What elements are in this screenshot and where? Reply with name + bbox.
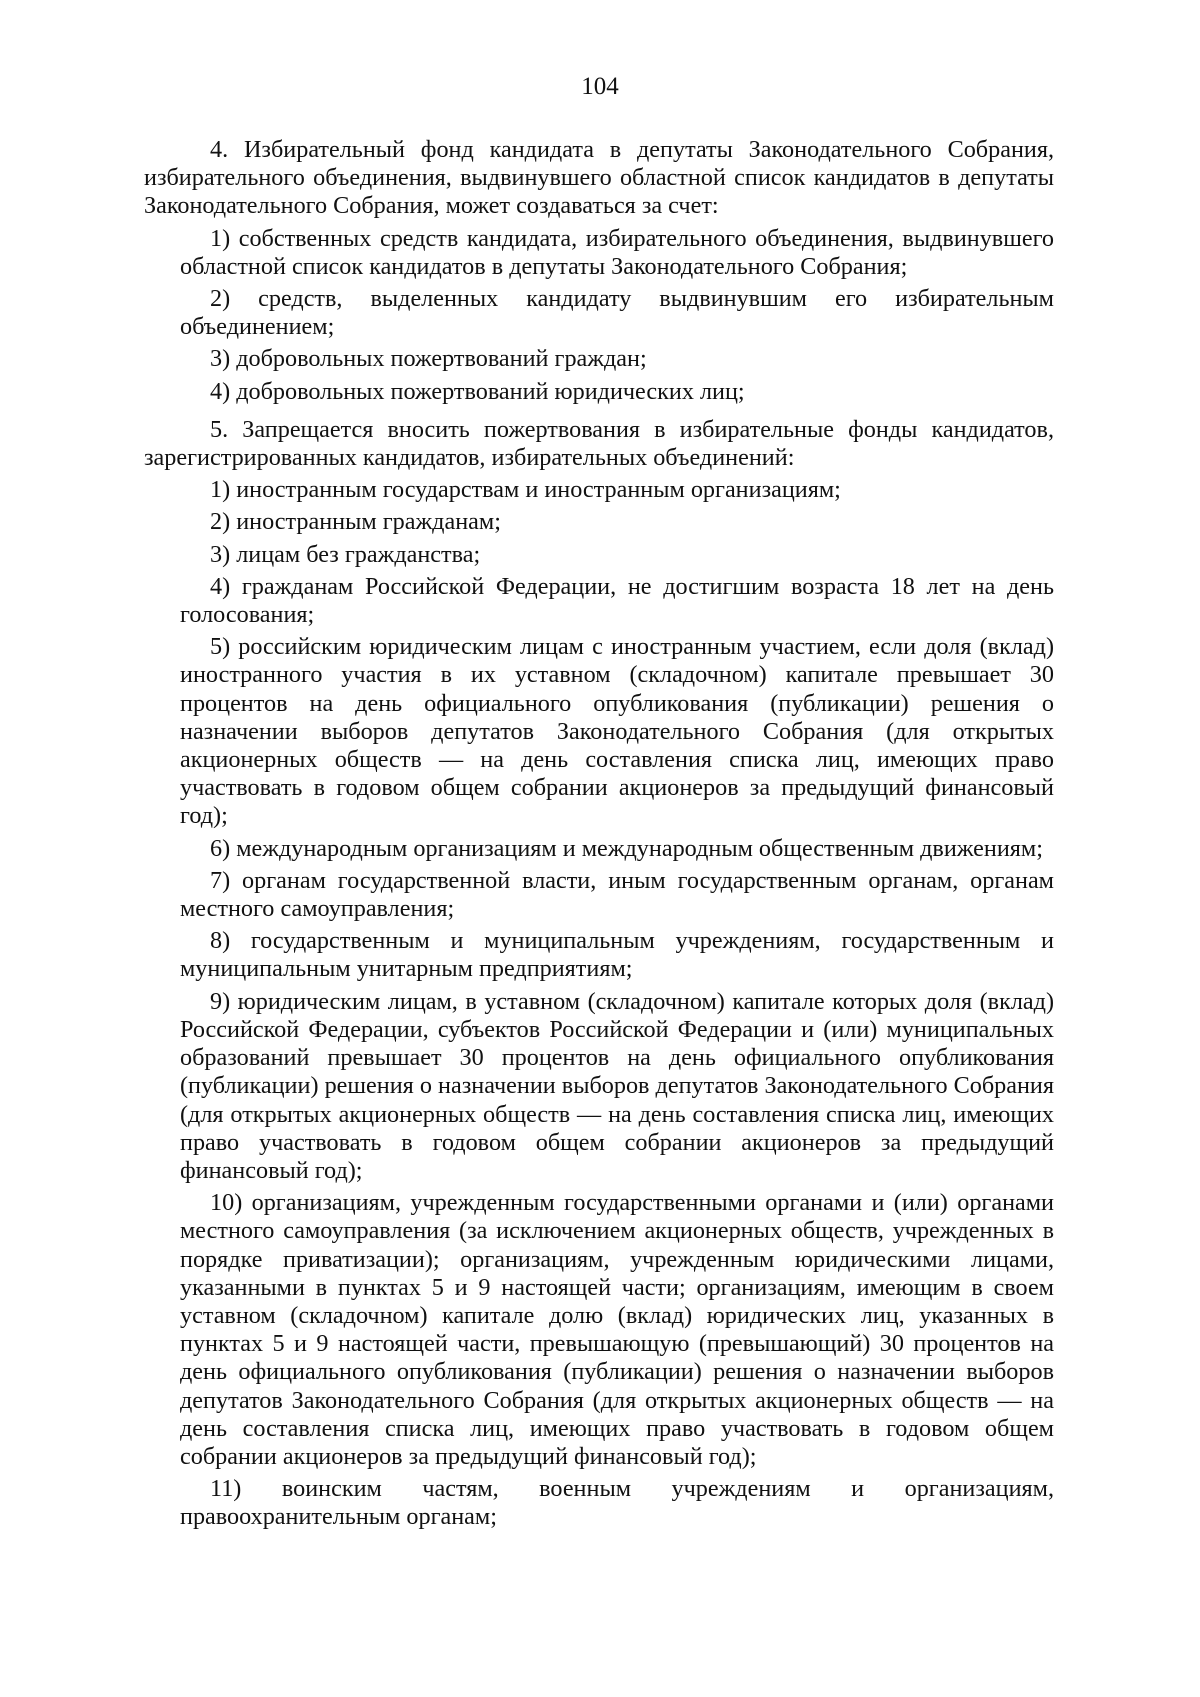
section-5-item-9: 9) юридическим лицам, в уставном (складочном) капитале которых доля (вклад) Российской Федерации, субъектов Российской Федерации и (или) муниципальных образований превышает 30 процентов на день официального опубликования (публикации) решения о назначении выборов депутатов Законодательного Собрания (для открытых акционерных обществ — на день составления списка лиц, имеющих право участвовать в годовом общем собрании акционеров за предыдущий финансовый год); <box>180 987 1054 1184</box>
section-4-intro: 4. Избирательный фонд кандидата в депутаты Законодательного Собрания, избирательного объединения, выдвинувшего областной список кандидатов в депутаты Законодательного Собрания, может создаваться за счет: <box>144 136 1054 220</box>
section-4-item-2: 2) средств, выделенных кандидату выдвинувшим его избирательным объединением; <box>180 285 1054 341</box>
section-5-item-11: 11) воинским частям, военным учреждениям и организациям, правоохранительным органам; <box>180 1475 1054 1531</box>
section-5-item-4: 4) гражданам Российской Федерации, не достигшим возраста 18 лет на день голосования; <box>180 572 1054 629</box>
section-4-item-1: 1) собственных средств кандидата, избирательного объединения, выдвинувшего областной список кандидатов в депутаты Законодательного Собрания; <box>180 224 1054 280</box>
section-5-intro: 5. Запрещается вносить пожертвования в избирательные фонды кандидатов, зарегистрированных кандидатов, избирательных объединений: <box>144 415 1054 472</box>
section-5-item-3: 3) лицам без гражданства; <box>210 540 481 568</box>
section-5-item-1: 1) иностранным государствам и иностранным организациям; <box>210 476 841 504</box>
section-5-item-7: 7) органам государственной власти, иным государственным органам, органам местного самоуправления; <box>180 866 1054 923</box>
document-body <box>144 136 1054 1536</box>
page-number: 104 <box>581 73 619 100</box>
section-5-item-8: 8) государственным и муниципальным учреждениям, государственным и муниципальным унитарным предприятиям; <box>180 927 1054 983</box>
section-5-item-10: 10) организациям, учрежденным государственными органами и (или) органами местного самоуправления (за исключением акционерных обществ, учрежденных в порядке приватизации); организациям, учрежденным юридическими лицами, указанными в пунктах 5 и 9 настоящей части; организациям, имеющим в своем уставном (складочном) капитале долю (вклад) юридических лиц, указанных в пунктах 5 и 9 настоящей части, превышающую (превышающий) 30 процентов на день официального опубликования (публикации) решения о назначении выборов депутатов Законодательного Собрания (для открытых акционерных обществ — на день составления списка лиц, имеющих право участвовать в годовом общем собрании акционеров за предыдущий финансовый год); <box>180 1189 1054 1470</box>
section-4-item-3: 3) добровольных пожертвований граждан; <box>210 345 647 373</box>
section-5-item-6: 6) международным организациям и международным общественным движениям; <box>210 834 1043 862</box>
section-5-item-2: 2) иностранным гражданам; <box>210 508 501 536</box>
section-5-item-5: 5) российским юридическим лицам с иностранным участием, если доля (вклад) иностранного участия в их уставном (складочном) капитале превышает 30 процентов на день официального опубликования (публикации) решения о назначении выборов депутатов Законодательного Собрания (для открытых акционерных обществ — на день составления списка лиц, имеющих право участвовать в годовом общем собрании акционеров за предыдущий финансовый год); <box>180 633 1054 830</box>
section-4-item-4: 4) добровольных пожертвований юридических лиц; <box>210 377 745 405</box>
